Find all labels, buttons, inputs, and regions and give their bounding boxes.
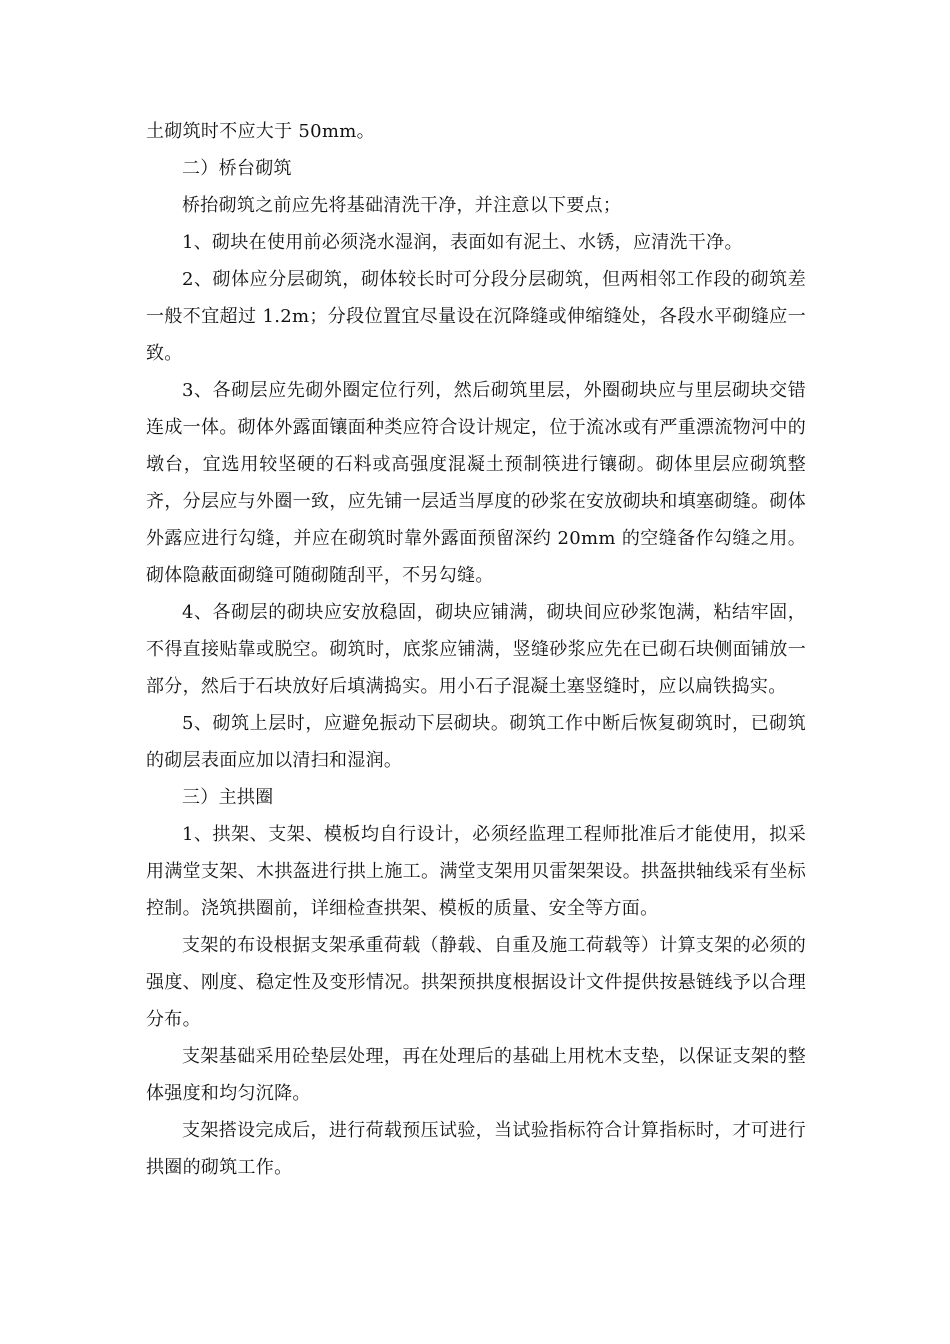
paragraph-point-4: 4、各砌层的砌块应安放稳固，砌块应铺满，砌块间应砂浆饱满，粘结牢固，不得直接贴靠或脱空。砌筑时，底浆应铺满，竖缝砂浆应先在已砌石块侧面铺放一部分，然后于石块放好后填满捣实。用小石子混凝土塞竖缝时，应以扁铁捣实。 [146,602,806,697]
paragraph-point-2: 2、砌体应分层砌筑，砌体较长时可分段分层砌筑，但两相邻工作段的砌筑差一般不宜超过 1.2m；分段位置宜尽量设在沉降缝或伸缩缝处，各段水平砌缝应一致。 [146,269,806,364]
paragraph-point-3: 3、各砌层应先砌外圈定位行列，然后砌筑里层，外圈砌块应与里层砌块交错连成一体。砌体外露面镶面种类应符合设计规定，位于流冰或有严重漂流物河中的墩台，宜选用较坚硬的石料或高强度混凝土预制筷进行镶砌。砌体里层应砌筑整齐，分层应与外圈一致，应先铺一层适当厚度的砂浆在安放砌块和填塞砌缝。砌体外露应进行勾缝，并应在砌筑时靠外露面预留深约 20mm 的空缝备作勾缝之用。砌体隐蔽面砌缝可随砌随刮平，不另勾缝。 [146,380,806,586]
document-body [146,113,806,1186]
section-heading-abutment-masonry: 二）桥台砌筑 [182,158,292,179]
paragraph-abutment-intro: 桥抬砌筑之前应先将基础清洗干净，并注意以下要点； [182,195,622,216]
paragraph-support-foundation: 支架基础采用砼垫层处理，再在处理后的基础上用枕木支垫，以保证支架的整体强度和均匀沉降。 [146,1046,806,1104]
paragraph-point-1: 1、砌块在使用前必须浇水湿润，表面如有泥土、水锈，应清洗干净。 [182,232,743,253]
section-heading-main-arch-ring: 三）主拱圈 [182,787,274,808]
paragraph-support-layout: 支架的布设根据支架承重荷载（静载、自重及施工荷载等）计算支架的必须的强度、刚度、稳定性及变形情况。拱架预拱度根据设计文件提供按悬链线予以合理分布。 [146,935,806,1030]
paragraph-preload-test: 支架搭设完成后，进行荷载预压试验，当试验指标符合计算指标时，才可进行拱圈的砌筑工作。 [146,1120,806,1178]
paragraph-arch-point-1: 1、拱架、支架、模板均自行设计，必须经监理工程师批准后才能使用，拟采用满堂支架、木拱盔进行拱上施工。满堂支架用贝雷架架设。拱盔拱轴线采有坐标控制。浇筑拱圈前，详细检查拱架、模板的质量、安全等方面。 [146,824,806,919]
paragraph-continuation: 土砌筑时不应大于 50mm。 [146,121,375,142]
paragraph-point-5: 5、砌筑上层时，应避免振动下层砌块。砌筑工作中断后恢复砌筑时，已砌筑的砌层表面应加以清扫和湿润。 [146,713,806,771]
